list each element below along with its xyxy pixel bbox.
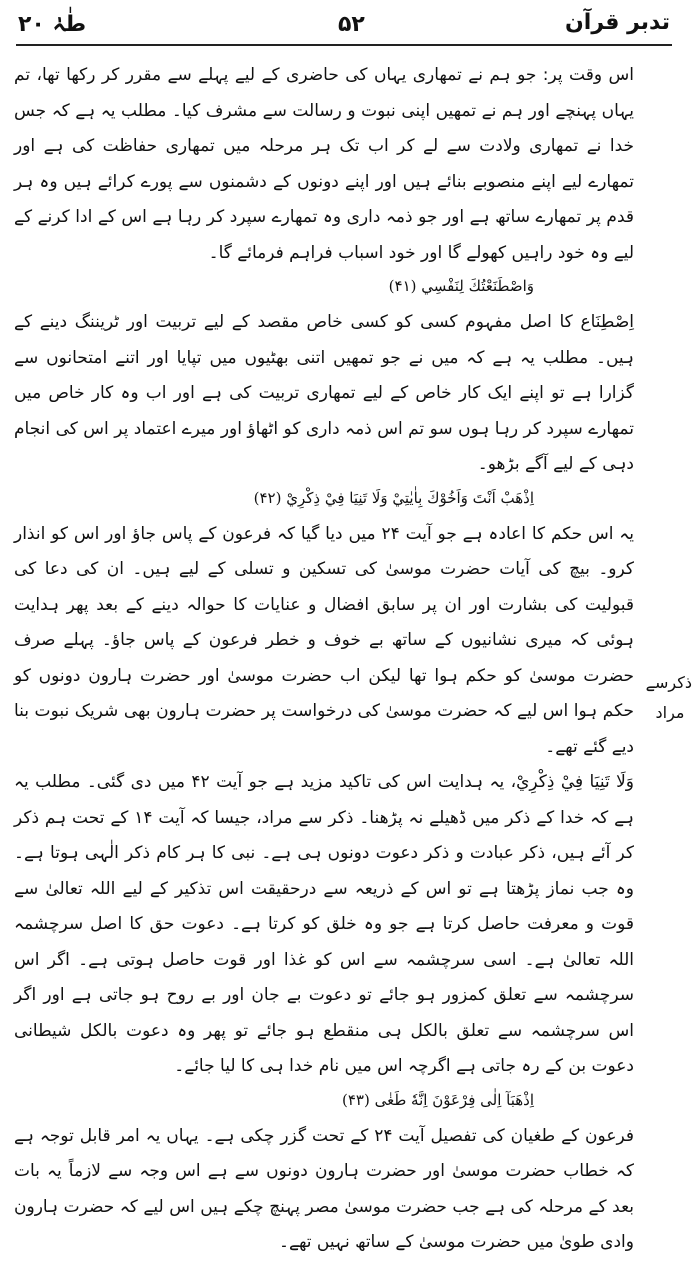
paragraph: اِصْطِنَاع کا اصل مفہوم کسی کو کسی خاص مقصد کے لیے تربیت اور ٹریننگ دینے کے ہیں۔ مطلب یہ ہے کہ میں نے جو تمھیں اتنی بھٹیوں میں تپایا اور اتنے امتحانوں سے گزارا ہے تو اپنے ایک کار خاص کے لیے تمھاری تربیت کی ہے اور اب وہ کار خاص میں تمھارے سپرد کر رہا ہوں سو تم اس ذمہ داری کو اٹھاؤ اور میرے اعتماد پر اس کی انجام دہی کے لیے آگے بڑھو۔ [14,312,634,474]
commentary-body [14,58,634,1261]
quran-verse: اِذْهَبَآ اِلٰى فِرْعَوْنَ اِنَّهٗ طَغٰى (۴۳) [342,1090,534,1109]
margin-note: ذکرسے مراد [645,673,692,722]
quran-verse: اِذْهَبْ اَنْتَ وَاَخُوْكَ بِاٰيٰتِيْ وَلَا تَنِيَا فِيْ ذِكْرِيْ (۴۲) [253,488,534,507]
book-title: تدبر قرآن [565,10,670,35]
header-divider [16,44,672,46]
page-header [18,6,670,46]
surah-reference: طٰہٰ ۲۰ [18,12,87,37]
paragraph: فرعون کے طغیان کی تفصیل آیت ۲۴ کے تحت گزر چکی ہے۔ یہاں یہ امر قابل توجہ ہے کہ خطاب حضرت موسیٰ اور حضرت ہارون دونوں سے ہے اس وجہ سے لازماً یہ بات بعد کے مرحلہ کی ہے جب حضرت موسیٰ مصر پہنچ چکے ہیں اس لیے کہ حضرت ہارون وادی طویٰ میں حضرت موسیٰ کے ساتھ نہیں تھے۔ [14,1125,634,1252]
quran-verse: وَاصْطَنَعْتُكَ لِنَفْسِي (۴۱) [388,277,534,295]
paragraph: وَلَا تَنِيَا فِيْ ذِكْرِيْ، یہ ہدایت اس کی تاکید مزید ہے جو آیت ۴۲ میں دی گئی۔ مطلب یہ ہے کہ خدا کے ذکر میں ڈھیلے نہ پڑھنا۔ ذکر سے مراد، جیسا کہ آیت ۱۴ کے تحت ہم ذکر کر آئے ہیں، ذکر عبادت و ذکر دعوت دونوں ہی ہے۔ نبی کا ہر کام ذکر الٰہی ہوتا ہے۔ وہ جب نماز پڑھتا ہے تو اس کے ذریعہ سے درحقیقت اس تذکیر کے لیے اللہ تعالیٰ سے قوت و معرفت حاصل کرتا ہے جو وہ خلق کو کرتا ہے۔ دعوت حق کا اصل سرچشمہ اللہ تعالیٰ ہے۔ اسی سرچشمہ سے اس کو غذا اور قوت حاصل ہوتی ہے۔ اگر اس سرچشمہ سے تعلق کمزور ہو جائے تو دعوت بے جان اور بے روح ہو جاتی ہے اور اگر اس سرچشمہ سے تعلق بالکل ہی منقطع ہو جائے تو پھر وہ دعوت بالکل شیطانی دعوت بن کے رہ جاتی ہے اگرچہ اس میں نام خدا ہی کا لیا جائے۔ [14,772,634,1076]
paragraph: یہ اس حکم کا اعادہ ہے جو آیت ۲۴ میں دیا گیا کہ فرعون کے پاس جاؤ اور اس کو انذار کرو۔ بیچ کی آیات حضرت موسیٰ کی تسکین و تسلی کے لیے ہیں۔ ان کی دعا کی قبولیت کی بشارت اور ان پر سابق افضال و عنایات کا حوالہ دینے کے بعد پھر ہدایت ہوئی کہ میری نشانیوں کے ساتھ بے خوف و خطر فرعون کے پاس جاؤ۔ پہلے صرف حضرت موسیٰ کو حکم ہوا تھا لیکن اب حضرت موسیٰ اور حضرت ہارون دونوں کو حکم ہوا اس لیے کہ حضرت موسیٰ کی درخواست پر حضرت ہارون بھی شریک نبوت بنا دیے گئے تھے۔ [14,523,634,757]
page-number: ۵۲ [338,12,365,37]
paragraph: اس وقت پر: جو ہم نے تمھاری یہاں کی حاضری کے لیے پہلے سے مقرر کر رکھا تھا، تم یہاں پہنچے اور ہم نے تمھیں اپنی نبوت و رسالت سے مشرف کیا۔ مطلب یہ ہے کہ جس خدا نے تمھاری ولادت سے لے کر اب تک ہر مرحلہ میں تمھاری حفاظت کی ہے اور تمھارے لیے اپنے منصوبے بنائے ہیں اور اپنے دونوں کے دشمنوں سے پورے کرائے ہیں وہ ہر قدم پر تمھارے ساتھ ہے اور جو ذمہ داری وہ تمھارے سپرد کر رہا ہے اس کے ادا کرنے کے لیے وہ خود راہیں کھولے گا اور خود اسباب فراہم فرمائے گا۔ [14,65,634,263]
